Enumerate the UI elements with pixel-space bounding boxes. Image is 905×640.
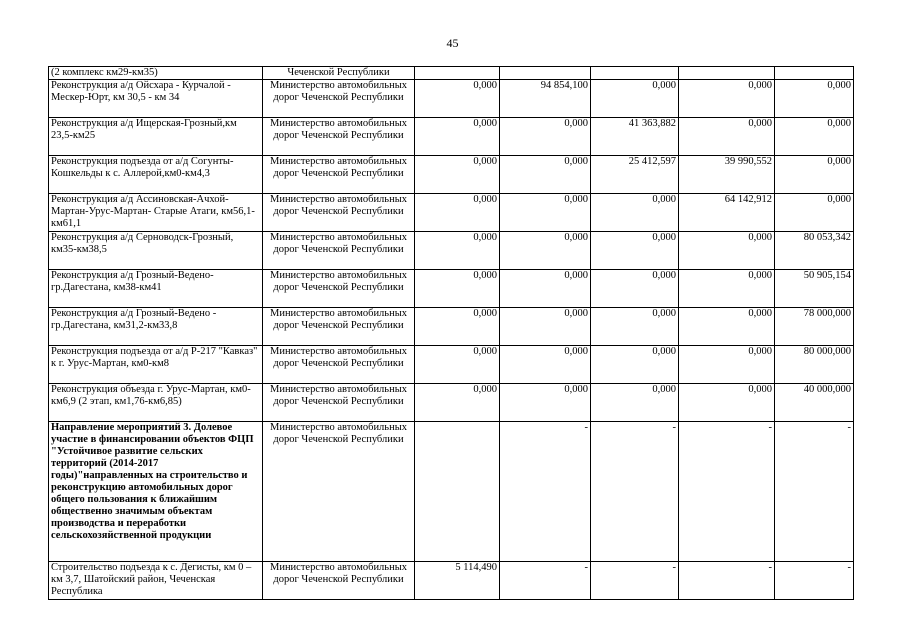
- measure-name-cell: Реконструкция подъезда от а/д Р-217 "Кавказ" к г. Урус-Мартан, км0-км8: [49, 346, 263, 384]
- value-cell-4: 64 142,912: [679, 194, 775, 232]
- executor-cell: Министерство автомобильных дорог Чеченской Республики: [263, 156, 415, 194]
- table-row: [49, 346, 854, 384]
- value-cell-1: 0,000: [415, 118, 500, 156]
- value-cell-3: 0,000: [591, 384, 679, 422]
- executor-cell: Чеченской Республики: [263, 67, 415, 80]
- value-cell-5: 78 000,000: [775, 308, 854, 346]
- value-cell-2: 0,000: [500, 308, 591, 346]
- budget-table: [48, 66, 854, 600]
- executor-cell: Министерство автомобильных дорог Чеченской Республики: [263, 118, 415, 156]
- value-cell-1: 0,000: [415, 232, 500, 270]
- value-cell-3: [591, 67, 679, 80]
- value-cell-5: -: [775, 562, 854, 600]
- value-cell-5: -: [775, 422, 854, 562]
- value-cell-3: 41 363,882: [591, 118, 679, 156]
- value-cell-3: 0,000: [591, 194, 679, 232]
- value-cell-5: 80 053,342: [775, 232, 854, 270]
- table-row: [49, 422, 854, 562]
- value-cell-2: 0,000: [500, 156, 591, 194]
- value-cell-5: 40 000,000: [775, 384, 854, 422]
- value-cell-5: 0,000: [775, 156, 854, 194]
- value-cell-5: 0,000: [775, 118, 854, 156]
- value-cell-4: 39 990,552: [679, 156, 775, 194]
- value-cell-4: 0,000: [679, 346, 775, 384]
- value-cell-3: -: [591, 562, 679, 600]
- value-cell-2: 0,000: [500, 118, 591, 156]
- measure-name-cell: Реконструкция подъезда от а/д Согунты-Кошкельды к с. Аллерой,км0-км4,3: [49, 156, 263, 194]
- value-cell-4: 0,000: [679, 384, 775, 422]
- page-number: 45: [446, 36, 459, 50]
- value-cell-1: 0,000: [415, 308, 500, 346]
- value-cell-1: 0,000: [415, 270, 500, 308]
- table-row: [49, 118, 854, 156]
- value-cell-5: 80 000,000: [775, 346, 854, 384]
- value-cell-3: -: [591, 422, 679, 562]
- value-cell-4: 0,000: [679, 308, 775, 346]
- value-cell-1: [415, 67, 500, 80]
- measure-name-cell: Реконструкция а/д Серноводск-Грозный, км35-км38,5: [49, 232, 263, 270]
- value-cell-4: -: [679, 422, 775, 562]
- value-cell-3: 0,000: [591, 80, 679, 118]
- value-cell-1: 5 114,490: [415, 562, 500, 600]
- value-cell-2: -: [500, 422, 591, 562]
- value-cell-4: 0,000: [679, 118, 775, 156]
- value-cell-4: 0,000: [679, 232, 775, 270]
- measure-name-cell: Реконструкция а/д Ойсхара - Курчалой - Мескер-Юрт, км 30,5 - км 34: [49, 80, 263, 118]
- table-row: [49, 80, 854, 118]
- value-cell-4: 0,000: [679, 270, 775, 308]
- executor-cell: Министерство автомобильных дорог Чеченской Республики: [263, 80, 415, 118]
- value-cell-1: 0,000: [415, 194, 500, 232]
- measure-name-cell: Реконструкция а/д Грозный-Ведено-гр.Дагестана, км38-км41: [49, 270, 263, 308]
- value-cell-5: 50 905,154: [775, 270, 854, 308]
- measure-name-cell: Реконструкция а/д Ассиновская-Ачхой-Мартан-Урус-Мартан- Старые Атаги, км56,1-км61,1: [49, 194, 263, 232]
- value-cell-3: 0,000: [591, 308, 679, 346]
- value-cell-3: 0,000: [591, 232, 679, 270]
- value-cell-5: [775, 67, 854, 80]
- measure-name-cell: Строительство подъезда к с. Дегисты, км 0 – км 3,7, Шатойский район, Чеченская Республика: [49, 562, 263, 600]
- value-cell-5: 0,000: [775, 80, 854, 118]
- measure-name-cell: Реконструкция а/д Грозный-Ведено - гр.Дагестана, км31,2-км33,8: [49, 308, 263, 346]
- value-cell-2: 94 854,100: [500, 80, 591, 118]
- value-cell-2: 0,000: [500, 270, 591, 308]
- value-cell-4: 0,000: [679, 80, 775, 118]
- value-cell-1: 0,000: [415, 384, 500, 422]
- measure-name-cell: Реконструкция объезда г. Урус-Мартан, км0-км6,9 (2 этап, км1,76-км6,85): [49, 384, 263, 422]
- value-cell-1: [415, 422, 500, 562]
- value-cell-5: 0,000: [775, 194, 854, 232]
- executor-cell: Министерство автомобильных дорог Чеченской Республики: [263, 346, 415, 384]
- table-row: [49, 562, 854, 600]
- value-cell-1: 0,000: [415, 80, 500, 118]
- executor-cell: Министерство автомобильных дорог Чеченской Республики: [263, 422, 415, 562]
- value-cell-1: 0,000: [415, 346, 500, 384]
- value-cell-2: -: [500, 562, 591, 600]
- table-row: [49, 384, 854, 422]
- value-cell-2: [500, 67, 591, 80]
- table-row: [49, 156, 854, 194]
- measure-name-cell: Направление мероприятий 3. Долевое участие в финансировании объектов ФЦП "Устойчивое развитие сельских территорий (2014-2017 годы)"направленных на строительство и реконструкцию автомобильных дорог общего пользования к ближайшим общественно значимым объектам производства и переработки сельскохозяйственной продукции: [49, 422, 263, 562]
- table-row: [49, 308, 854, 346]
- value-cell-3: 0,000: [591, 346, 679, 384]
- value-cell-4: -: [679, 562, 775, 600]
- measure-name-cell: Реконструкция а/д Ищерская-Грозный,км 23,5-км25: [49, 118, 263, 156]
- value-cell-1: 0,000: [415, 156, 500, 194]
- value-cell-3: 25 412,597: [591, 156, 679, 194]
- executor-cell: Министерство автомобильных дорог Чеченской Республики: [263, 194, 415, 232]
- executor-cell: Министерство автомобильных дорог Чеченской Республики: [263, 562, 415, 600]
- table-row: [49, 232, 854, 270]
- executor-cell: Министерство автомобильных дорог Чеченской Республики: [263, 308, 415, 346]
- value-cell-2: 0,000: [500, 346, 591, 384]
- value-cell-2: 0,000: [500, 194, 591, 232]
- executor-cell: Министерство автомобильных дорог Чеченской Республики: [263, 384, 415, 422]
- executor-cell: Министерство автомобильных дорог Чеченской Республики: [263, 232, 415, 270]
- value-cell-4: [679, 67, 775, 80]
- value-cell-2: 0,000: [500, 384, 591, 422]
- table-row: [49, 270, 854, 308]
- table-row: [49, 194, 854, 232]
- value-cell-2: 0,000: [500, 232, 591, 270]
- value-cell-3: 0,000: [591, 270, 679, 308]
- measure-name-cell: (2 комплекс км29-км35): [49, 67, 263, 80]
- table-row: [49, 67, 854, 80]
- executor-cell: Министерство автомобильных дорог Чеченской Республики: [263, 270, 415, 308]
